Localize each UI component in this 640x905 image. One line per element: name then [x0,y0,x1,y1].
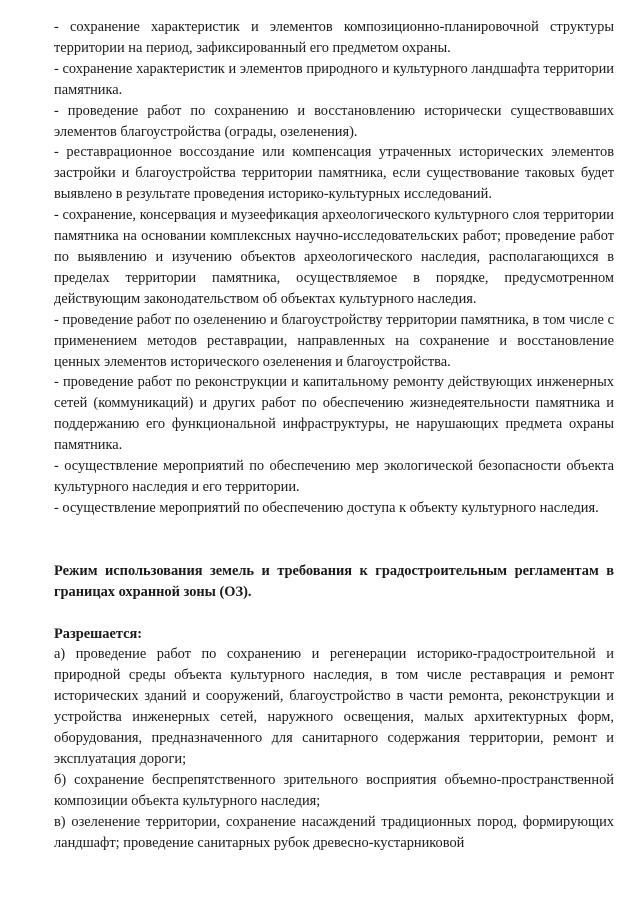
list-item: - сохранение характеристик и элементов композиционно-планировочной структуры территории на период, зафиксированный его предметом охраны. [54,19,614,56]
list-item: - проведение работ по реконструкции и капитальному ремонту действующих инженерных сетей (коммуникаций) и других работ по обеспечению жизнедеятельности памятника и поддержанию его функциональной инфраструктуры, не нарушающих предмета охраны памятника. [54,374,614,454]
requirements-list [54,17,614,519]
list-item: в) озеленение территории, сохранение насаждений традиционных пород, формирующих ландшафт; проведение санитарных рубок древесно-кустарниковой [54,813,614,851]
list-item: - сохранение, консервация и музеефикация археологического культурного слоя территории памятника на основании комплексных научно-исследовательских работ; проведение работ по выявлению и изучению объектов археологического наследия, располагающихся в пределах территории памятника, осуществляемое в порядке, предусмотренном действующим законодательством об объектах культурного наследия. [54,207,614,307]
paragraph-spacer [54,603,614,624]
list-item: - сохранение характеристик и элементов природного и культурного ландшафта территории памятника. [54,60,614,98]
list-item: - проведение работ по сохранению и восстановлению исторически существовавших элементов благоустройства (ограды, озеленения). [54,102,614,140]
list-item: - осуществление мероприятий по обеспечению мер экологической безопасности объекта культурного наследия и его территории. [54,458,614,495]
allowed-list [54,644,614,853]
section-heading: Режим использования земель и требования к градостроительным регламентам в границах охранной зоны (ОЗ). [54,562,614,600]
allowed-subheading: Разрешается: [54,625,143,642]
paragraph-spacer [54,519,614,540]
list-item: - проведение работ по озеленению и благоустройству территории памятника, в том числе с применением методов реставрации, направленных на сохранение и восстановление ценных элементов исторического озеленения и благоустройства. [54,311,614,370]
list-item: - осуществление мероприятий по обеспечению доступа к объекту культурного наследия. [54,499,599,516]
paragraph-spacer [54,540,614,561]
list-item: б) сохранение беспрепятственного зрительного восприятия объемно-пространственной композиции объекта культурного наследия; [54,771,614,809]
list-item: - реставрационное воссоздание или компенсация утраченных исторических элементов застройки и благоустройства территории памятника, если существование таковых будет выявлено в результате проведения историко-культурных исследований. [54,144,614,203]
list-item: а) проведение работ по сохранению и регенерации историко-градостроительной и природной среды объекта культурного наследия, в том числе реставрация и ремонт исторических зданий и сооружений, благоустройство в части ремонта, реконструкции и устройства инженерных сетей, наружного освещения, малых архитектурных форм, оборудования, предназначенного для санитарного содержания территории, ремонт и эксплуатация дороги; [54,646,614,767]
